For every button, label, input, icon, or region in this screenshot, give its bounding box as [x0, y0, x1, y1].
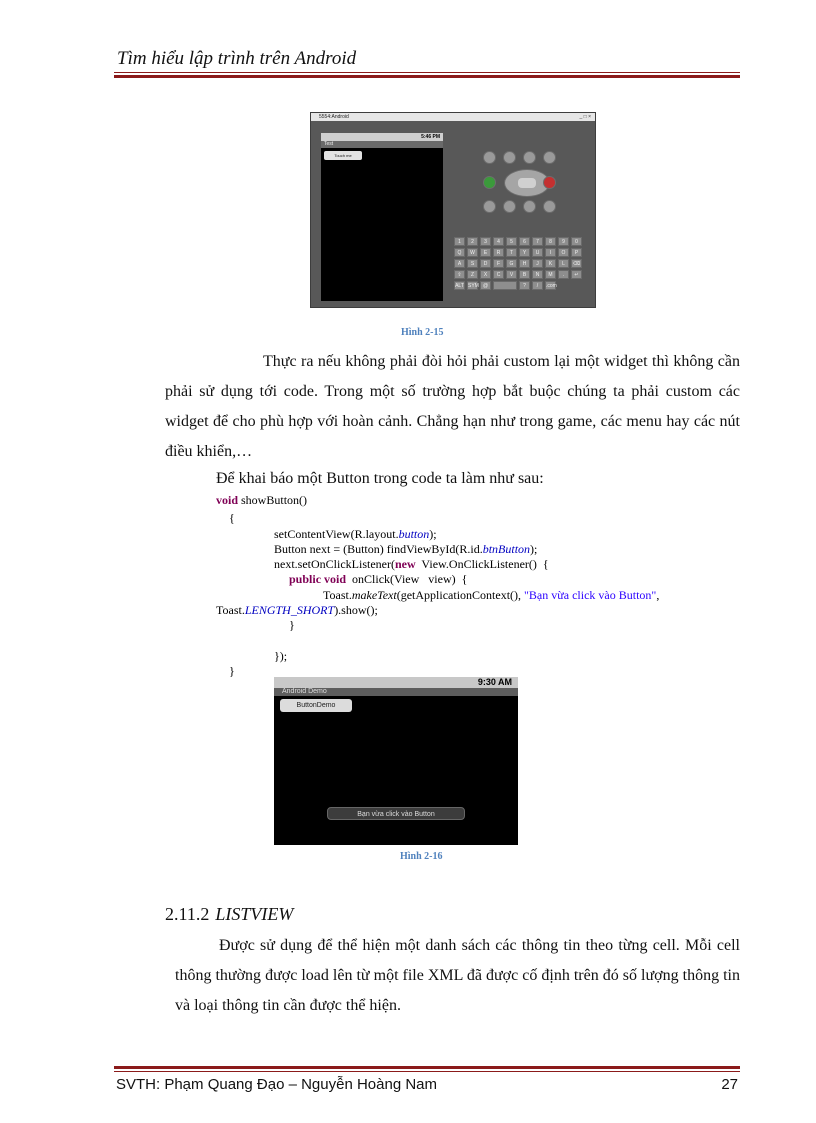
keyboard-key: H [519, 259, 530, 268]
home-icon [483, 151, 496, 164]
code-keyword: public [289, 572, 322, 586]
keyboard-key: L [558, 259, 569, 268]
keyboard-key: J [532, 259, 543, 268]
keyboard-key: C [493, 270, 504, 279]
menu-icon [503, 200, 516, 213]
footer-rule-top [114, 1066, 740, 1069]
code-text: ).show(); [334, 603, 378, 617]
code-text: View.OnClickListener() { [415, 557, 549, 571]
keyboard-key: O [558, 248, 569, 257]
code-text: ); [429, 527, 437, 541]
keyboard-key: 6 [519, 237, 530, 246]
keyboard-key: E [480, 248, 491, 257]
keyboard-row [454, 237, 588, 246]
keyboard-key: W [467, 248, 478, 257]
keyboard-key: . [558, 270, 569, 279]
code-line-1 [216, 494, 307, 507]
keyboard-row [454, 281, 588, 290]
keyboard-key: 1 [454, 237, 465, 246]
figure-caption-2-15: Hình 2-15 [401, 327, 444, 338]
code-line-6 [289, 573, 467, 586]
volume-up-icon [523, 151, 536, 164]
figure-caption-2-16: Hình 2-16 [400, 851, 443, 862]
code-field: btnButton [482, 542, 531, 556]
header-rule-bottom [114, 75, 740, 78]
emulator-window-title: 5554:Android [319, 114, 349, 120]
keyboard-key: 8 [545, 237, 556, 246]
keyboard-key: P [571, 248, 582, 257]
code-text: ); [530, 542, 538, 556]
keyboard-key: 4 [493, 237, 504, 246]
code-text: Toast. [216, 603, 245, 617]
keyboard-key: T [506, 248, 517, 257]
paragraph-listview-text: Được sử dụng để thể hiện một danh sách các thông tin theo từng cell. Mỗi cell thông thường được load lên từ một file XML đã được cố định trên đó số lượng thông tin và loại thông tin cần được thể hiện. [175, 937, 740, 1014]
keyboard-key: Y [519, 248, 530, 257]
keyboard-key: F [493, 259, 504, 268]
status-bar [321, 133, 443, 141]
keyboard-row [454, 270, 588, 279]
paragraph-listview [175, 931, 740, 1021]
volume-down-icon [503, 151, 516, 164]
status-time: 5:46 PM [421, 134, 440, 140]
code-field: button [398, 527, 430, 541]
keyboard-key: S [467, 259, 478, 268]
page-number: 27 [721, 1076, 738, 1093]
code-text: Button next = (Button) findViewById(R.id. [274, 542, 483, 556]
emulator-screenshot [310, 112, 596, 308]
keyboard-key: / [532, 281, 543, 290]
emulator-screen [321, 133, 443, 301]
section-name: LISTVIEW [215, 904, 294, 924]
code-line-10: }); [274, 649, 288, 663]
keyboard-key: ↵ [571, 270, 582, 279]
call-icon [483, 176, 496, 189]
keyboard-key: 5 [506, 237, 517, 246]
keyboard-key: @ [480, 281, 491, 290]
code-line-11: } [229, 664, 235, 678]
code-line-2: { [229, 511, 235, 525]
button-demo: ButtonDemo [280, 699, 352, 712]
code-text: onClick(View view) { [346, 572, 468, 586]
keyboard-key: 2 [467, 237, 478, 246]
keyboard-key: ALT [455, 283, 464, 289]
window-controls: _ □ × [579, 114, 591, 120]
header-rule-top [114, 72, 740, 73]
code-line-7 [323, 589, 659, 602]
keyboard-key: M [545, 270, 556, 279]
keyboard-key: .com [546, 283, 557, 289]
page-header-title: Tìm hiểu lập trình trên Android [117, 48, 357, 69]
paragraph-intro [165, 347, 740, 467]
search-icon [543, 200, 556, 213]
code-keyword: void [216, 493, 239, 507]
code-text: showButton() [238, 493, 308, 507]
code-text: setContentView(R.layout. [274, 527, 399, 541]
back-icon [483, 200, 496, 213]
code-method: makeText [351, 588, 397, 602]
code-line-4 [274, 543, 537, 556]
keyboard-key: V [506, 270, 517, 279]
code-line-8 [216, 604, 378, 617]
back-arrow-icon [523, 200, 536, 213]
status-time: 9:30 AM [477, 677, 512, 687]
keyboard-key: I [545, 248, 556, 257]
toast-message: Bạn vừa click vào Button [327, 807, 465, 820]
power-icon [543, 151, 556, 164]
keyboard-key: 0 [571, 237, 582, 246]
app-title: Android Demo [282, 688, 327, 695]
touch-me-button: Touch me [324, 151, 362, 160]
code-text: (getApplicationContext(), [396, 588, 525, 602]
code-line-9: } [289, 618, 295, 632]
keyboard-key: 9 [558, 237, 569, 246]
keyboard-key: B [519, 270, 530, 279]
keyboard-key: 7 [532, 237, 543, 246]
keyboard-key: ⇧ [454, 270, 465, 279]
code-line-3 [274, 528, 437, 541]
keyboard-key: R [493, 248, 504, 257]
code-string: "Bạn vừa click vào Button" [524, 588, 657, 602]
code-keyword: void [324, 572, 347, 586]
status-bar [274, 677, 518, 688]
keyboard-key: X [480, 270, 491, 279]
keyboard-row [454, 259, 588, 268]
app-title: Test [324, 141, 334, 147]
app-title-bar [321, 141, 443, 148]
keyboard-key: D [480, 259, 491, 268]
keyboard-key: K [545, 259, 556, 268]
code-field: LENGTH_SHORT [244, 603, 335, 617]
code-keyword: new [394, 557, 416, 571]
app-title-bar [274, 688, 518, 696]
code-text: next.setOnClickListener( [274, 557, 395, 571]
code-line-5 [274, 558, 549, 571]
end-call-icon [543, 176, 556, 189]
keyboard-key: 3 [480, 237, 491, 246]
emulator-titlebar [311, 113, 595, 121]
footer-rule-bottom [114, 1071, 740, 1072]
keyboard-key: N [532, 270, 543, 279]
keyboard-key: Z [467, 270, 478, 279]
keyboard-key: A [454, 259, 465, 268]
keyboard-key [493, 281, 517, 290]
keyboard-key: Q [454, 248, 465, 257]
keyboard-key: ⌫ [572, 261, 581, 267]
keyboard-key: ? [519, 281, 530, 290]
keyboard-key: SYM [468, 283, 479, 289]
section-heading [165, 904, 293, 925]
phone-screenshot [274, 677, 518, 845]
section-number: 2.11.2 [165, 904, 210, 924]
code-text: Toast. [323, 588, 352, 602]
paragraph-intro-text: Thực ra nếu không phải đòi hỏi phải custom lại một widget thì không cần phải sử dụng tới code. Trong một số trường hợp bắt buộc chúng ta phải custom các widget để cho phù hợp với hoàn cảnh. Chẳng hạn như trong game, các menu hay các nút điều khiển,… [165, 353, 740, 460]
footer-authors: SVTH: Phạm Quang Đạo – Nguyễn Hoàng Nam [116, 1076, 437, 1093]
keyboard-key: G [506, 259, 517, 268]
code-text: , [656, 588, 660, 602]
keyboard-row [454, 248, 588, 257]
emulator-keyboard [454, 237, 588, 292]
keyboard-key: U [532, 248, 543, 257]
code-intro: Để khai báo một Button trong code ta làm như sau: [216, 470, 544, 487]
